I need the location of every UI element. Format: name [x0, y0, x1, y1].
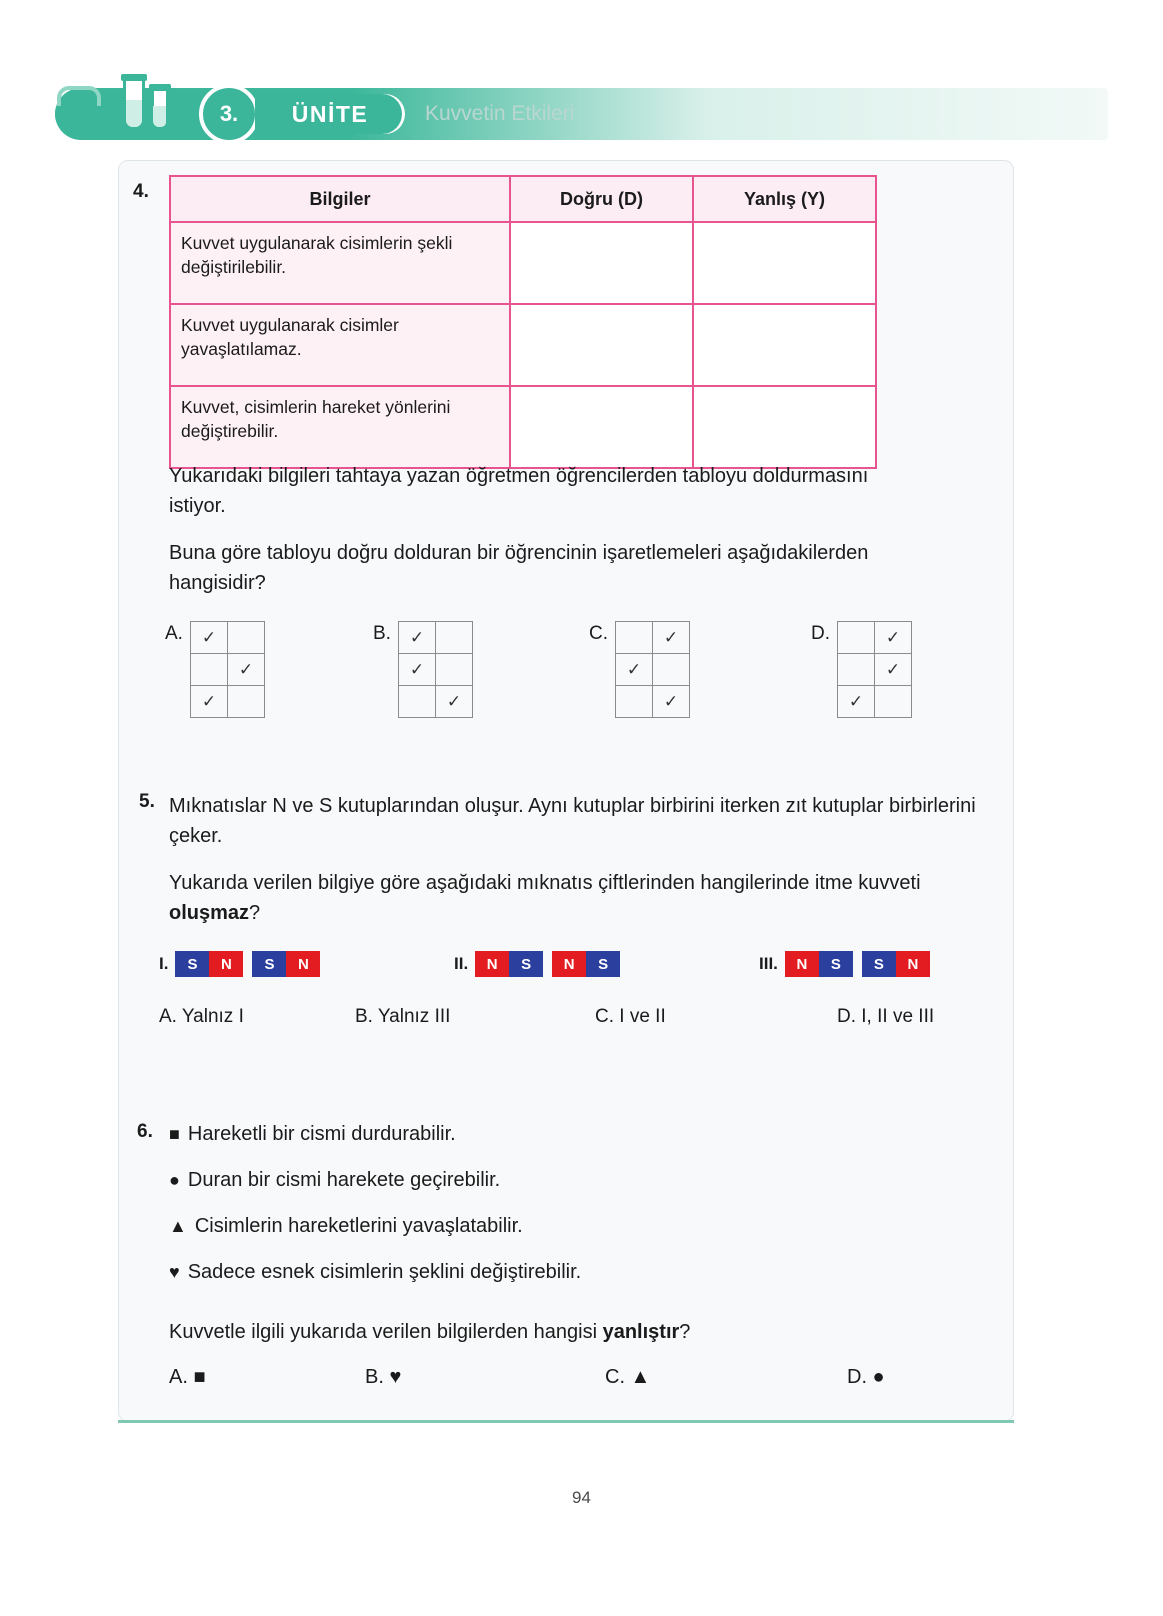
- yanlis-cell-3[interactable]: [693, 386, 876, 468]
- emphasis-olusmaz: oluşmaz: [169, 902, 250, 925]
- answer-grid-row: [190, 654, 264, 686]
- grid-cell-checked: ✓: [398, 622, 435, 654]
- statement-cell-3: Kuvvet, cisimlerin hareket yönlerini değiştirebilir.: [170, 386, 510, 468]
- statement-text: Hareketli bir cismi durdurabilir.: [187, 1123, 456, 1145]
- statement-cell-1: Kuvvet uygulanarak cisimlerin şekli değiştirilebilir.: [170, 222, 510, 304]
- table-header-dogru: Doğru (D): [510, 176, 693, 222]
- magnet-pair-II: [454, 951, 629, 977]
- unit-header-banner: [55, 88, 1108, 140]
- table-header-yanlis: Yanlış (Y): [693, 176, 876, 222]
- test-tubes-icon: [117, 74, 187, 136]
- statement-text: Duran bir cismi harekete geçirebilir.: [187, 1169, 501, 1191]
- yanlis-cell-2[interactable]: [693, 304, 876, 386]
- question-6-answer-b[interactable]: B. ♥: [365, 1366, 402, 1388]
- test-tube-small-cap: [149, 84, 171, 90]
- unit-number-badge: 3.: [199, 84, 259, 144]
- unit-title: Kuvvetin Etkileri: [425, 102, 575, 125]
- magnet-pole-n: N: [785, 951, 819, 977]
- option-label: B.: [373, 623, 391, 644]
- question-4-paragraph-2: Buna göre tabloyu doğru dolduran bir öğrencinin işaretlemeleri aşağıdakilerden hangisidir?: [169, 541, 869, 595]
- emphasis-yanlistir: yanlıştır: [602, 1321, 680, 1343]
- question-4-number: 4.: [133, 181, 149, 202]
- heart-bullet-icon: ♥: [169, 1262, 180, 1282]
- question-6-number: 6.: [137, 1121, 153, 1142]
- roman-numeral: I.: [159, 954, 169, 973]
- question-4-option-a[interactable]: [165, 621, 265, 718]
- grid-cell-empty: [190, 654, 227, 686]
- question-4-text: [169, 461, 889, 615]
- answer-grid: [398, 621, 473, 718]
- unit-label-pill: ÜNİTE: [255, 94, 405, 134]
- question-4-paragraph-1: Yukarıdaki bilgileri tahtaya yazan öğretmen öğrencilerden tabloyu doldurmasını istiyor.: [169, 465, 869, 518]
- question-5-answer-a[interactable]: A. Yalnız I: [159, 1006, 244, 1027]
- table-row: [170, 386, 876, 468]
- table-header-row: [170, 176, 876, 222]
- ribbon-fold-decoration: [57, 86, 101, 106]
- answer-grid-row: [838, 622, 912, 654]
- magnet-bar: [785, 951, 853, 977]
- grid-cell-checked: ✓: [398, 654, 435, 686]
- answer-grid: [837, 621, 912, 718]
- answer-grid-row: [398, 686, 472, 718]
- magnet-bar: [252, 951, 320, 977]
- question-5-answer-b[interactable]: B. Yalnız III: [355, 1006, 451, 1027]
- grid-cell-checked: ✓: [190, 686, 227, 718]
- question-4-option-b[interactable]: [373, 621, 473, 718]
- question-5-text: [169, 791, 999, 945]
- grid-cell-checked: ✓: [435, 686, 472, 718]
- grid-cell-checked: ✓: [875, 622, 912, 654]
- statement-item-1: [169, 1121, 969, 1147]
- answer-grid: [190, 621, 265, 718]
- roman-numeral: II.: [454, 954, 469, 973]
- question-5-answer-d[interactable]: D. I, II ve III: [837, 1006, 935, 1027]
- grid-cell-empty: [653, 654, 690, 686]
- question-5-answer-c[interactable]: C. I ve II: [595, 1006, 666, 1027]
- magnet-bar: [862, 951, 930, 977]
- page-number: 94: [572, 1488, 591, 1507]
- option-label: D.: [811, 623, 830, 644]
- question-5-number: 5.: [139, 791, 155, 812]
- table-header-bilgiler: Bilgiler: [170, 176, 510, 222]
- grid-cell-empty: [435, 622, 472, 654]
- question-5-answers: [159, 1006, 999, 1036]
- magnet-pole-s: S: [509, 951, 543, 977]
- test-tube-small-liquid: [153, 106, 166, 127]
- question-6-answer-d[interactable]: D. ●: [847, 1366, 885, 1388]
- statement-cell-2: Kuvvet uygulanarak cisimler yavaşlatılamaz.: [170, 304, 510, 386]
- magnet-bar: [475, 951, 543, 977]
- statement-text: Sadece esnek cisimlerin şeklini değiştirebilir.: [187, 1261, 582, 1283]
- answer-grid-row: [838, 686, 912, 718]
- answer-grid-row: [616, 622, 690, 654]
- question-5-paragraph-2: Yukarıda verilen bilgiye göre aşağıdaki mıknatıs çiftlerinden hangilerinde itme kuvveti oluşmaz?: [169, 871, 921, 925]
- magnet-pole-s: S: [862, 951, 896, 977]
- magnet-pole-n: N: [286, 951, 320, 977]
- question-5-paragraph-1: Mıknatıslar N ve S kutuplarından oluşur. Aynı kutuplar birbirini iterken zıt kutuplar birbirlerini çeker.: [169, 795, 976, 848]
- magnet-bar: [175, 951, 243, 977]
- test-tube-large-liquid: [126, 100, 142, 127]
- triangle-bullet-icon: ▲: [169, 1216, 187, 1236]
- grid-cell-empty: [435, 654, 472, 686]
- dogru-cell-1[interactable]: [510, 222, 693, 304]
- grid-cell-empty: [227, 686, 264, 718]
- answer-grid-row: [190, 686, 264, 718]
- answer-grid-row: [398, 622, 472, 654]
- grid-cell-checked: ✓: [838, 686, 875, 718]
- test-tube-large-cap: [121, 74, 147, 81]
- question-6-prompt: Kuvvetle ilgili yukarıda verilen bilgilerden hangisi yanlıştır?: [169, 1321, 691, 1343]
- option-label: A.: [165, 623, 183, 644]
- grid-cell-checked: ✓: [653, 622, 690, 654]
- roman-numeral: III.: [759, 954, 778, 973]
- magnet-pole-n: N: [552, 951, 586, 977]
- grid-cell-empty: [838, 622, 875, 654]
- grid-cell-empty: [875, 686, 912, 718]
- magnet-pole-n: N: [209, 951, 243, 977]
- question-6-answers: [169, 1366, 969, 1396]
- answer-grid-row: [190, 622, 264, 654]
- grid-cell-empty: [227, 622, 264, 654]
- question-4-options: [165, 621, 985, 721]
- magnet-pole-s: S: [819, 951, 853, 977]
- statement-item-4: [169, 1259, 969, 1285]
- magnet-pole-n: N: [896, 951, 930, 977]
- grid-cell-checked: ✓: [875, 654, 912, 686]
- magnet-pair-I: [159, 951, 329, 977]
- answer-grid-row: [398, 654, 472, 686]
- question-4-option-c[interactable]: [589, 621, 690, 718]
- table-row: [170, 304, 876, 386]
- grid-cell-checked: ✓: [190, 622, 227, 654]
- magnet-pole-s: S: [175, 951, 209, 977]
- magnet-pole-s: S: [252, 951, 286, 977]
- answer-grid-row: [616, 686, 690, 718]
- magnet-diagrams: [159, 951, 999, 987]
- grid-cell-checked: ✓: [616, 654, 653, 686]
- magnet-pair-III: [759, 951, 939, 977]
- question-6-statements: [169, 1121, 969, 1305]
- dogru-cell-2[interactable]: [510, 304, 693, 386]
- magnet-pole-s: S: [586, 951, 620, 977]
- magnet-pole-n: N: [475, 951, 509, 977]
- yanlis-cell-1[interactable]: [693, 222, 876, 304]
- grid-cell-checked: ✓: [653, 686, 690, 718]
- answer-grid: [615, 621, 690, 718]
- circle-bullet-icon: ●: [169, 1170, 180, 1190]
- statement-text: Cisimlerin hareketlerini yavaşlatabilir.: [194, 1215, 523, 1237]
- grid-cell-empty: [616, 686, 653, 718]
- statement-item-3: [169, 1213, 969, 1239]
- footer-rule: [118, 1420, 1014, 1423]
- option-label: C.: [589, 623, 608, 644]
- content-frame: [118, 160, 1014, 1422]
- answer-grid-row: [838, 654, 912, 686]
- answer-grid-row: [616, 654, 690, 686]
- grid-cell-empty: [398, 686, 435, 718]
- statement-item-2: [169, 1167, 969, 1193]
- square-bullet-icon: ■: [169, 1124, 180, 1144]
- question-6-answer-a[interactable]: A. ■: [169, 1366, 206, 1388]
- question-4-option-d[interactable]: [811, 621, 912, 718]
- magnet-bar: [552, 951, 620, 977]
- dogru-cell-3[interactable]: [510, 386, 693, 468]
- table-row: [170, 222, 876, 304]
- grid-cell-empty: [616, 622, 653, 654]
- truth-table: [169, 175, 877, 469]
- question-6-answer-c[interactable]: C. ▲: [605, 1366, 651, 1388]
- grid-cell-empty: [838, 654, 875, 686]
- grid-cell-checked: ✓: [227, 654, 264, 686]
